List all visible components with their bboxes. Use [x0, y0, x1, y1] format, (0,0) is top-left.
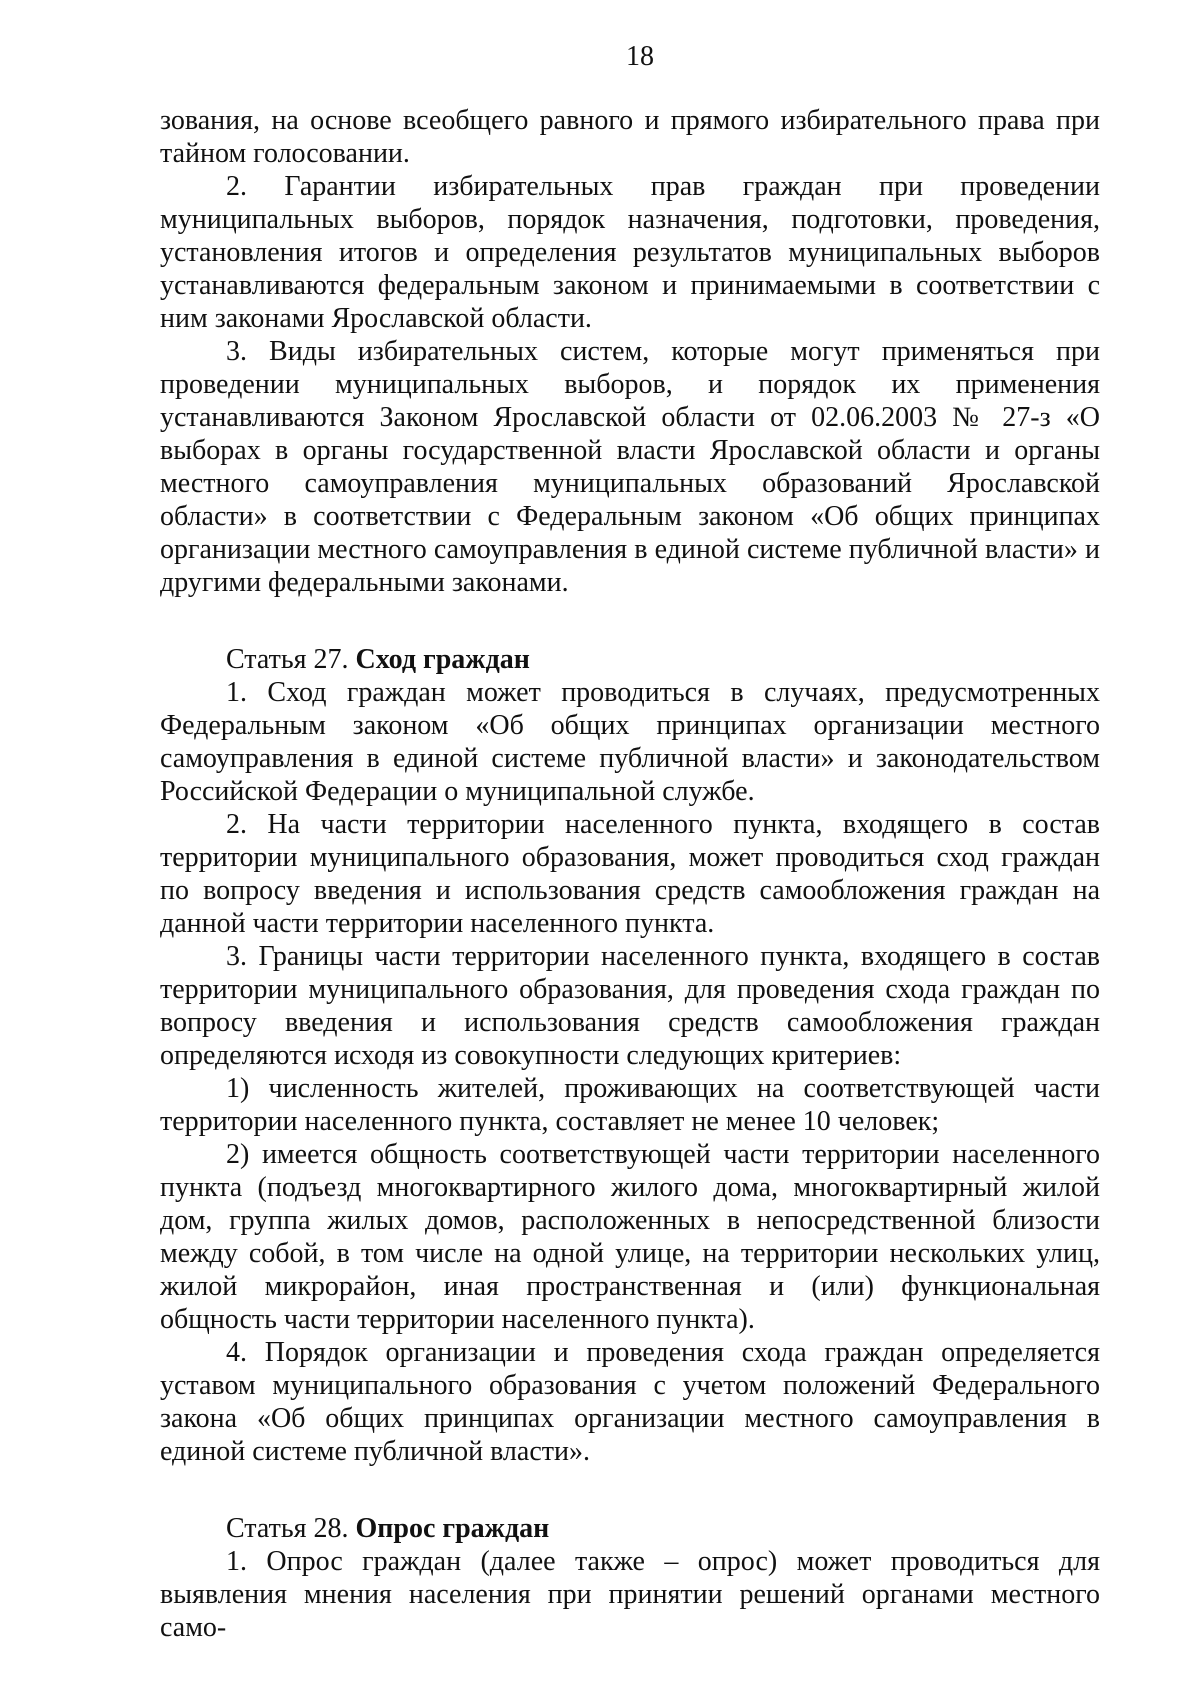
- article-27-paragraph-2: 2. На части территории населенного пункта, входящего в состав территории муниципального образования, может проводиться сход граждан по вопросу введения и использования средств самообложения граждан на данной части территории населенного пункта.: [160, 809, 1100, 939]
- paragraph-electoral-systems: 3. Виды избирательных систем, которые могут применяться при проведении муниципальных выборов, и порядок их применения устанавливаются Законом Ярославской области от 02.06.2003 № 27-з «О выборах в органы государственной власти Ярославской области и органы местного самоуправления муниципальных образований Ярославской области» в соответствии с Федеральным законом «Об общих принципах организации местного самоуправления в единой системе публичной власти» и другими федеральными законами.: [160, 336, 1100, 598]
- paragraph-guarantees: 2. Гарантии избирательных прав граждан при проведении муниципальных выборов, порядок назначения, подготовки, проведения, установления итогов и определения результатов муниципальных выборов устанавливаются федеральным законом и принимаемыми в соответствии с ним законами Ярославской области.: [160, 171, 1100, 334]
- article-28-label: Статья 28.: [226, 1513, 349, 1544]
- page-number: 18: [626, 41, 654, 72]
- article-27-paragraph-3: 3. Границы части территории населенного пункта, входящего в состав территории муниципального образования, для проведения схода граждан по вопросу введения и использования средств самообложения граждан определяются исходя из совокупности следующих критериев:: [160, 941, 1100, 1071]
- article-28-paragraph-1: 1. Опрос граждан (далее также – опрос) может проводиться для выявления мнения населения при принятии решений органами местного само-: [160, 1546, 1100, 1643]
- article-27-label: Статья 27.: [226, 644, 349, 675]
- article-27-heading: [160, 643, 1100, 676]
- paragraph-continuation: зования, на основе всеобщего равного и прямого избирательного права при тайном голосовании.: [160, 105, 1100, 169]
- article-27-title: Сход граждан: [355, 644, 530, 675]
- article-28-heading: [160, 1512, 1100, 1545]
- article-27-criterion-2: 2) имеется общность соответствующей части территории населенного пункта (подъезд многоквартирного жилого дома, многоквартирный жилой дом, группа жилых домов, расположенных в непосредственной близости между собой, в том числе на одной улице, на территории нескольких улиц, жилой микрорайон, иная пространственная и (или) функциональная общность части территории населенного пункта).: [160, 1139, 1100, 1335]
- article-27-paragraph-1: 1. Сход граждан может проводиться в случаях, предусмотренных Федеральным законом «Об общих принципах организации местного самоуправления в единой системе публичной власти» и законодательством Российской Федерации о муниципальной службе.: [160, 677, 1100, 807]
- article-27-paragraph-4: 4. Порядок организации и проведения схода граждан определяется уставом муниципального образования с учетом положений Федерального закона «Об общих принципах организации местного самоуправления в единой системе публичной власти».: [160, 1337, 1100, 1467]
- article-27-criterion-1: 1) численность жителей, проживающих на соответствующей части территории населенного пункта, составляет не менее 10 человек;: [160, 1073, 1100, 1137]
- article-28-title: Опрос граждан: [355, 1513, 550, 1544]
